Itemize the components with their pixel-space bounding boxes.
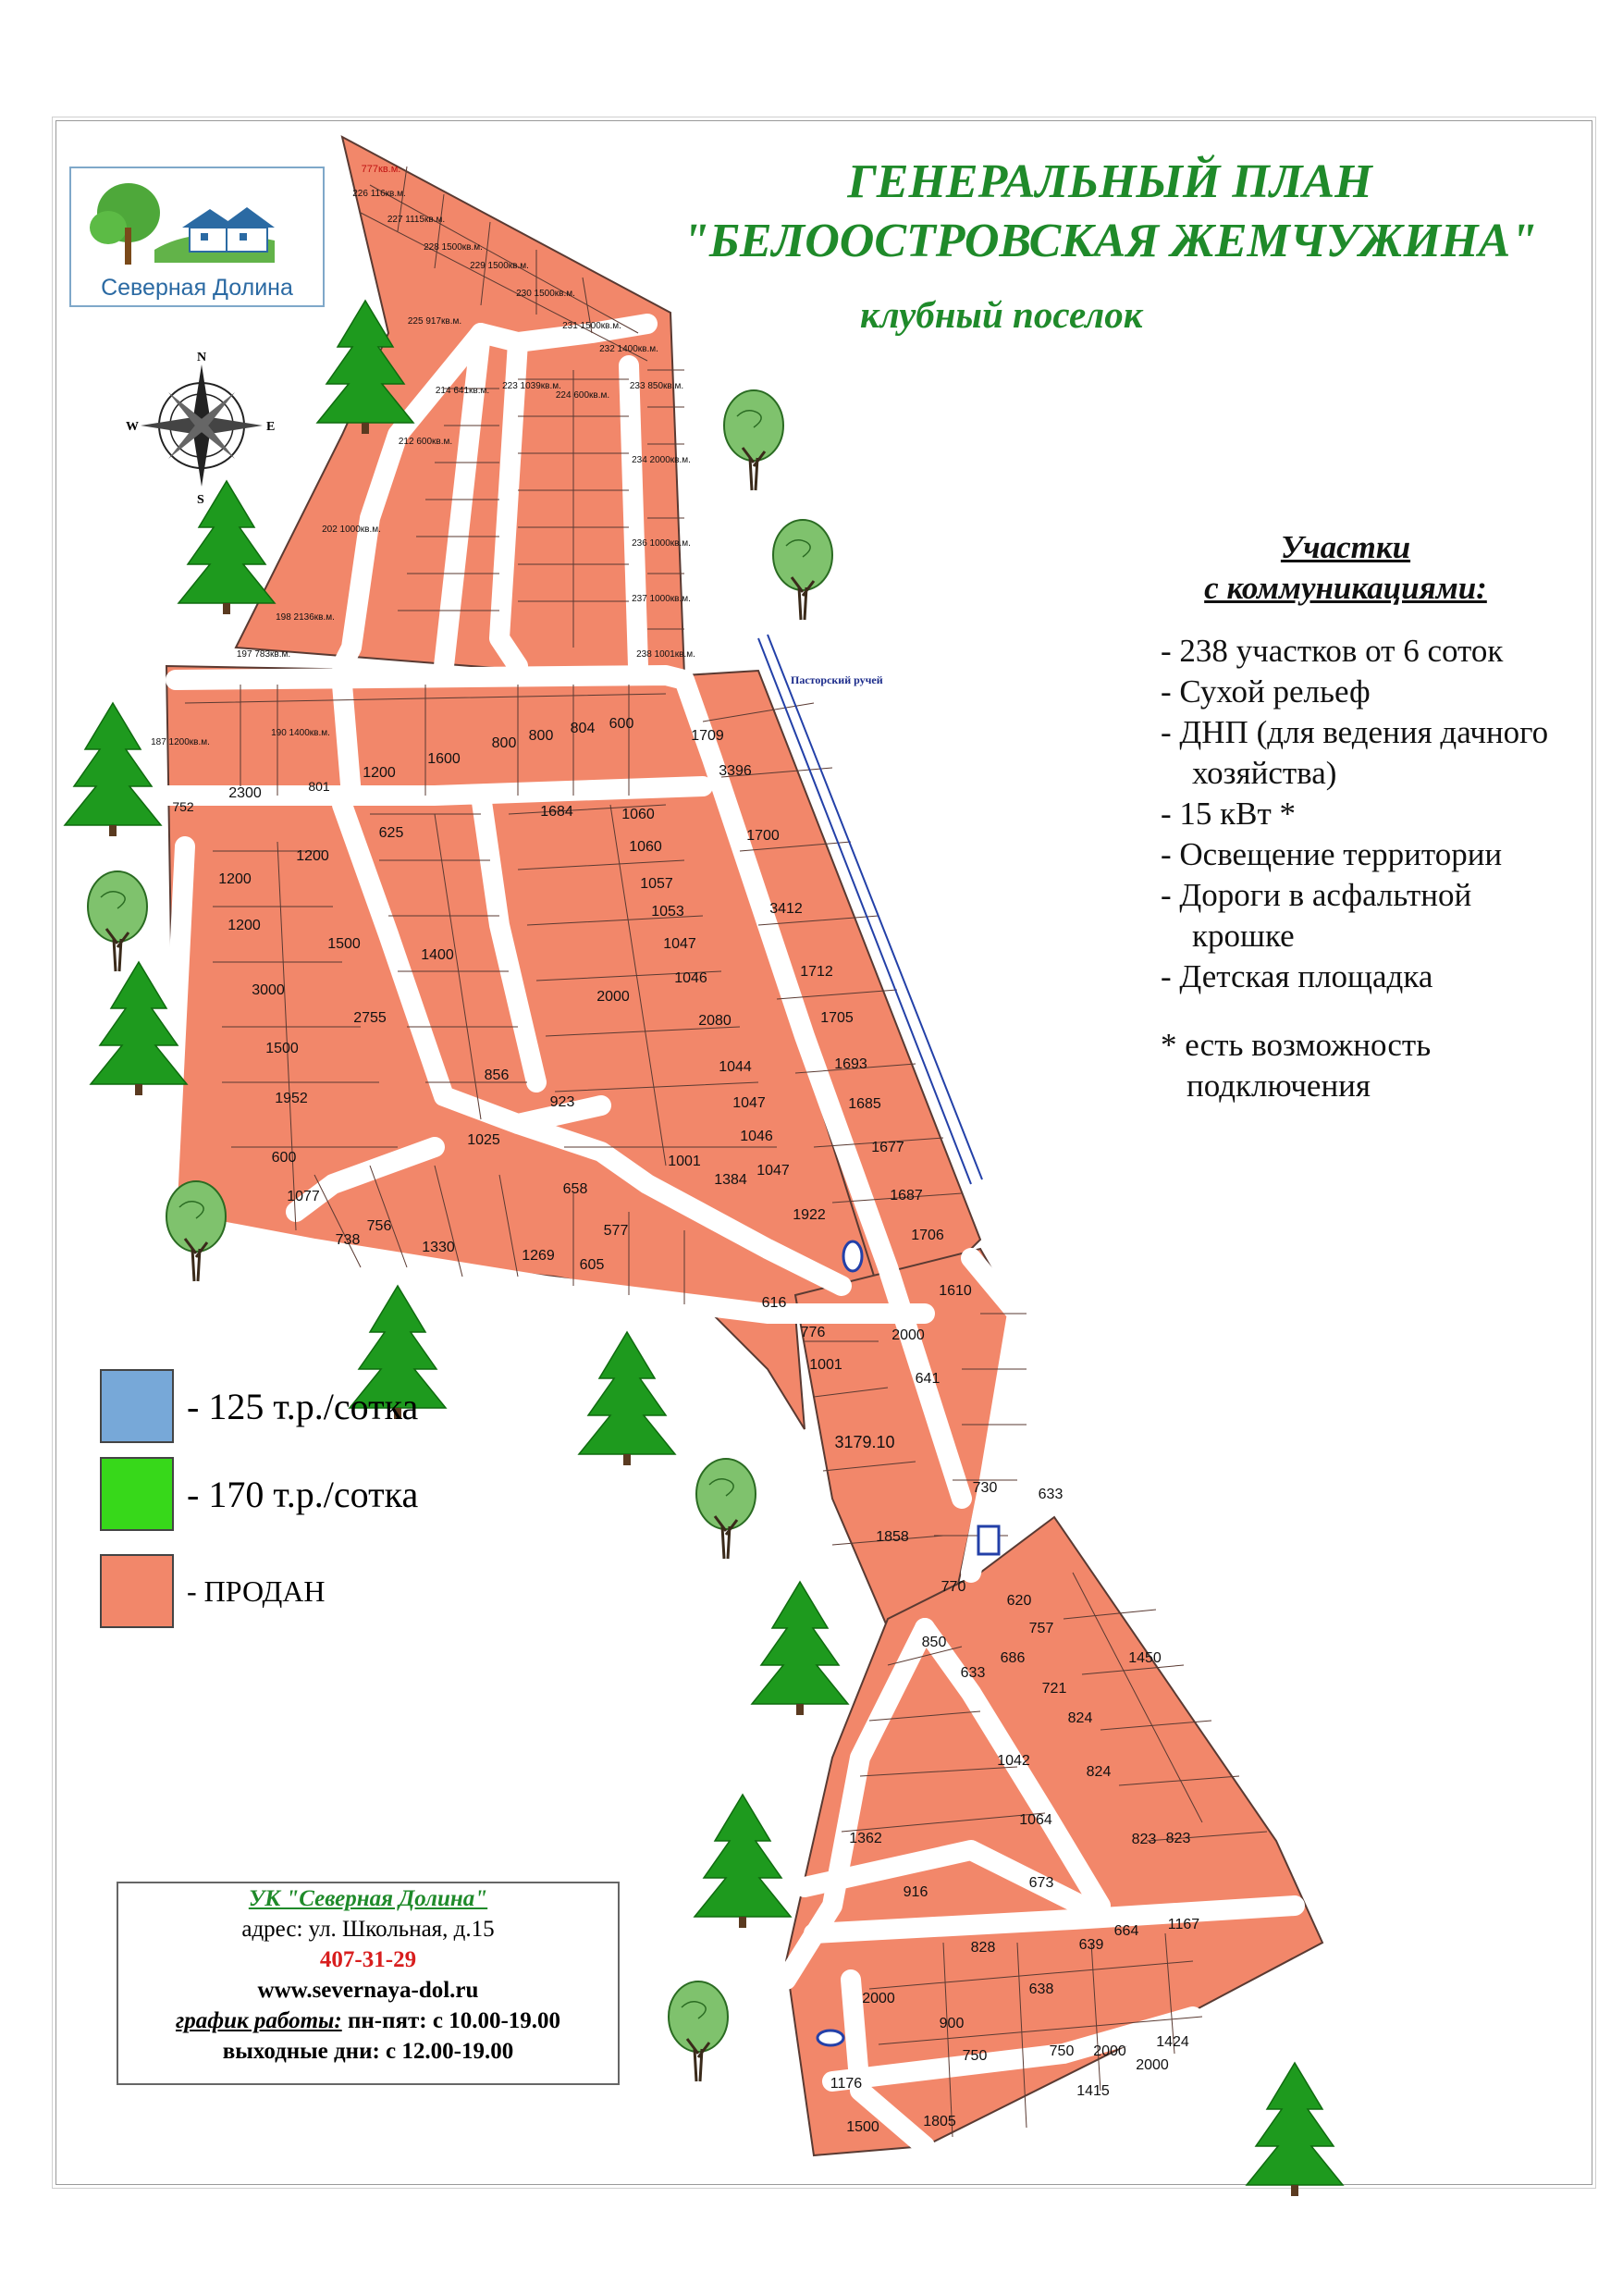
page-subtitle: клубный поселок (860, 293, 1143, 336)
plot-label: 800 (491, 735, 517, 751)
title-line-2: "БЕЛООСТРОВСКАЯ ЖЕМЧУЖИНА" (682, 215, 1538, 267)
plot-label: 231 1500кв.м. (562, 321, 621, 331)
compass-rose (126, 351, 275, 507)
plot-label: 1693 (834, 1056, 867, 1072)
plot-label: 686 (1000, 1650, 1026, 1666)
plot-label: 616 (761, 1295, 787, 1311)
legend-swatch-green (100, 1457, 174, 1531)
plot-label: 1047 (756, 1163, 790, 1179)
page-title (601, 153, 1618, 271)
plot-label: 641 (915, 1371, 941, 1387)
compass-east: E (266, 420, 276, 434)
plot-label: 1500 (327, 936, 361, 952)
plot-label: 237 1000кв.м. (632, 594, 691, 604)
plot-label: 824 (1067, 1710, 1093, 1726)
plot-label: 1384 (714, 1172, 747, 1188)
contact-address: адрес: ул. Школьная, д.15 (241, 1917, 495, 1942)
stream-label: Пасторский ручей (791, 673, 883, 686)
feature-item: - 238 участков от 6 соток (1161, 633, 1504, 669)
plot-label: 752 (172, 799, 194, 814)
plot-label: 1057 (640, 876, 673, 892)
plot-label: 750 (962, 2048, 988, 2064)
legend-label: - 170 т.р./сотка (187, 1473, 419, 1515)
plot-label: 1705 (820, 1010, 854, 1026)
plot-label: 828 (970, 1940, 996, 1956)
plot-label: 777кв.м. (361, 164, 401, 175)
compass-south: S (197, 493, 204, 507)
plot-label: 600 (271, 1150, 297, 1166)
plot-label: 1053 (651, 904, 684, 920)
plot-label: 1060 (621, 807, 655, 822)
plot-label: 1610 (939, 1283, 972, 1299)
compass-west: W (126, 420, 139, 434)
plot-label: 823 (1165, 1831, 1191, 1846)
features-list (1161, 631, 1549, 997)
plot-label: 605 (579, 1257, 605, 1273)
plot-label: 198 2136кв.м. (276, 612, 335, 623)
features-heading-1: Участки (1280, 529, 1411, 565)
plot-label: 856 (484, 1068, 510, 1083)
plot-label: 223 1039кв.м. (502, 381, 561, 391)
pond-south (818, 2031, 843, 2045)
plot-label: 756 (366, 1218, 392, 1234)
plot-label: 738 (335, 1232, 361, 1248)
plot-label: 1922 (793, 1207, 826, 1223)
plot-label: 620 (1006, 1593, 1032, 1609)
plot-label: 1700 (746, 828, 780, 844)
plot-label: 236 1000кв.м. (632, 538, 691, 549)
plot-label: 238 1001кв.м. (636, 649, 695, 660)
feature-item: - Освещение территории (1161, 836, 1503, 872)
legend-swatch-salmon (100, 1554, 174, 1628)
plot-label: 232 1400кв.м. (599, 344, 658, 354)
plot-label: 673 (1028, 1875, 1054, 1891)
schedule-weekend: выходные дни: с 12.00-19.00 (222, 2039, 514, 2064)
plot-label: 224 600кв.м. (555, 390, 610, 401)
plot-label: 1687 (890, 1188, 923, 1204)
plot-label: 1952 (275, 1091, 308, 1106)
legend-label: - 125 т.р./сотка (187, 1385, 419, 1427)
plot-label: 600 (609, 716, 634, 732)
plot-label: 801 (308, 779, 330, 794)
plot-label: 214 641кв.м. (435, 386, 490, 396)
pond-north (843, 1241, 862, 1271)
plot-label: 1060 (629, 839, 662, 855)
plot-label: 190 1400кв.м. (271, 728, 330, 738)
plot-label: 2000 (596, 989, 630, 1005)
plot-label: 750 (1049, 2043, 1075, 2059)
plot-label: 1415 (1076, 2083, 1110, 2099)
plot-label: 1047 (663, 936, 696, 952)
plot-label: 770 (941, 1579, 966, 1595)
title-line-1: ГЕНЕРАЛЬНЫЙ ПЛАН (847, 155, 1372, 208)
plot-label: 900 (939, 2016, 965, 2031)
plot-label: 230 1500кв.м. (516, 289, 575, 299)
contact-website[interactable]: www.severnaya-dol.ru (257, 1978, 479, 2003)
plot-label: 800 (528, 728, 554, 744)
plot-label: 1077 (287, 1189, 320, 1204)
plot-label: 721 (1041, 1681, 1067, 1697)
plot-label: 850 (921, 1635, 947, 1650)
plot-label: 804 (570, 721, 596, 736)
plot-label: 2080 (698, 1013, 732, 1029)
plot-label: 2300 (228, 785, 262, 801)
contact-phone[interactable]: 407-31-29 (319, 1947, 417, 1972)
plot-label: 3396 (719, 763, 752, 779)
plot-label: 2000 (1136, 2057, 1169, 2073)
plot-label: 1025 (467, 1132, 500, 1148)
plot-label: 229 1500кв.м. (470, 261, 529, 271)
plot-label: 633 (960, 1665, 986, 1681)
plot-label: 730 (972, 1480, 998, 1496)
plot-label: 1450 (1128, 1650, 1162, 1666)
legend-item-sold (100, 1554, 326, 1628)
plot-label: 1176 (830, 2076, 863, 2092)
plot-label: 1805 (923, 2114, 956, 2129)
plot-label: 228 1500кв.м. (424, 242, 483, 253)
plot-label: 1001 (668, 1154, 701, 1169)
plot-label: 1044 (719, 1059, 752, 1075)
plot-label: 226 116кв.м. (352, 189, 406, 199)
plot-label: 1200 (363, 765, 396, 781)
plot-label: 225 917кв.м. (407, 316, 462, 327)
schedule-weekdays: пн-пят: с 10.00-19.00 (347, 2008, 561, 2033)
plot-label: 1400 (421, 947, 454, 963)
schedule-label: график работы: (175, 2008, 342, 2033)
plot-label: 1330 (422, 1240, 455, 1255)
company-logo (69, 167, 325, 307)
compass-north: N (197, 351, 207, 364)
legend-swatch-blue (100, 1369, 174, 1443)
legend-item-170 (100, 1457, 418, 1531)
features-note: * есть возможность подключения (1161, 1027, 1432, 1104)
contact-box (117, 1882, 620, 2085)
plot-label: 633 (1038, 1487, 1064, 1502)
legend-label: - ПРОДАН (187, 1574, 326, 1608)
plot-label: 3412 (769, 901, 803, 917)
plot-label: 1200 (218, 871, 252, 887)
plot-label: 1200 (227, 918, 261, 933)
plot-label: 639 (1078, 1937, 1104, 1953)
plot-label: 1046 (674, 970, 707, 986)
contact-schedule (118, 2006, 618, 2036)
plot-label: 2000 (862, 1991, 895, 2006)
plot-label: 1858 (876, 1529, 909, 1545)
legend-item-125 (100, 1369, 418, 1443)
plot-label: 757 (1028, 1621, 1054, 1636)
plot-label: 916 (903, 1884, 928, 1900)
plot-label: 212 600кв.м. (398, 437, 453, 447)
plot-label: 1600 (427, 751, 461, 767)
plot-label: 1042 (997, 1753, 1030, 1769)
plot-label: 1047 (732, 1095, 766, 1111)
plot-label: 823 (1131, 1832, 1157, 1847)
plot-label: 2000 (1093, 2043, 1126, 2059)
plot-label: 664 (1113, 1923, 1139, 1939)
plot-label: 1362 (849, 1831, 882, 1846)
plot-label: 923 (549, 1094, 575, 1110)
plot-label: 1500 (846, 2119, 879, 2135)
logo-text: Северная Долина (101, 275, 293, 301)
plot-label: 197 783кв.м. (236, 649, 291, 660)
plot-label: 1001 (809, 1357, 842, 1373)
plot-label: 1712 (800, 964, 833, 980)
plot-label: 3000 (252, 982, 285, 998)
plot-label: 577 (603, 1223, 629, 1239)
plot-label: 638 (1028, 1981, 1054, 1997)
plot-label: 1684 (540, 804, 573, 820)
plot-label: 1500 (265, 1041, 299, 1056)
feature-item: - ДНП (для ведения дачного хозяйства) (1161, 714, 1549, 791)
plot-label: 1677 (871, 1140, 904, 1155)
plot-label: 824 (1086, 1764, 1112, 1780)
plot-label: 227 1115кв.м. (387, 215, 446, 225)
plot-label: 1167 (1167, 1917, 1200, 1932)
plot-label: 2755 (353, 1010, 387, 1026)
plot-label: 1424 (1156, 2034, 1189, 2050)
logo-illustration (71, 172, 323, 274)
plot-label: 3179.10 (834, 1433, 895, 1451)
contact-org: УК "Северная Долина" (248, 1886, 488, 1911)
plot-label: 776 (800, 1325, 826, 1340)
plot-label: 202 1000кв.м. (322, 525, 381, 535)
plot-label: 187 1200кв.м. (151, 737, 210, 747)
feature-item: - Сухой рельеф (1161, 673, 1371, 710)
plot-label: 1064 (1019, 1812, 1052, 1828)
plot-label: 1200 (296, 848, 329, 864)
plot-label: 625 (378, 825, 404, 841)
plot-label: 658 (562, 1181, 588, 1197)
features-panel (1161, 527, 1549, 1106)
features-heading-2: с коммуникациями: (1204, 570, 1487, 606)
feature-item: - Дороги в асфальтной крошке (1161, 877, 1472, 954)
plot-label: 1269 (522, 1248, 555, 1264)
plot-label: 1709 (691, 728, 724, 744)
plot-label: 1685 (848, 1096, 881, 1112)
feature-item: - 15 кВт * (1161, 796, 1297, 832)
feature-item: - Детская площадка (1161, 958, 1433, 994)
plot-label: 2000 (891, 1327, 925, 1343)
plot-label: 234 2000кв.м. (632, 455, 691, 465)
plot-label: 233 850кв.м. (629, 381, 684, 391)
plot-label: 1706 (911, 1228, 944, 1243)
playground-marker (978, 1526, 999, 1554)
plot-label: 1046 (740, 1129, 773, 1144)
